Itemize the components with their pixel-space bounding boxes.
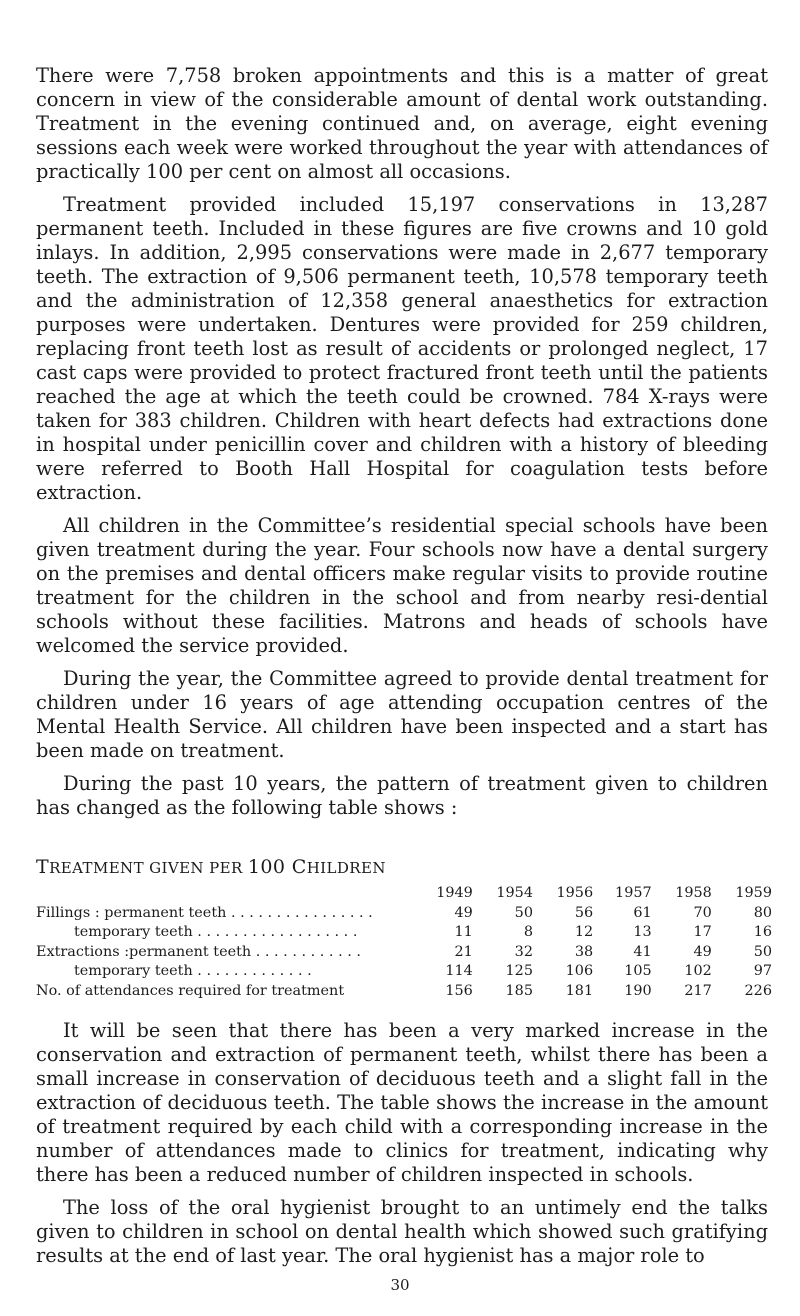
cell: 21 — [454, 943, 473, 960]
cell: 49 — [693, 943, 712, 960]
table-title-cap1: T — [36, 856, 50, 878]
table-header-blank — [36, 884, 436, 904]
row-label: Fillings : permanent teeth . . . . . . . . . . . . . . . . — [36, 904, 373, 921]
row-label: No. of attendances required for treatment — [36, 982, 345, 999]
paragraph-special-schools: All children in the Committee’s residential special schools have been given treatment during the year. Four schools now have a dental surgery on the premises and dental officers make regular visits to provide routine treatment for the children in the school and from nearby resi-dential schools without these facilities. Matrons and heads of schools have welcomed the service provided. — [36, 514, 768, 657]
year-1957: 1957 — [615, 885, 652, 901]
document-page — [36, 64, 772, 1277]
table-row — [36, 982, 772, 1002]
table-row — [36, 962, 772, 982]
cell: 114 — [445, 963, 473, 979]
page-number: 30 — [390, 1276, 410, 1294]
row-label: Extractions :permanent teeth . . . . . . . . . . . . — [36, 943, 361, 960]
cell: 50 — [753, 943, 772, 960]
table-title-part1: REATMENT GIVEN PER — [49, 859, 248, 877]
cell: 11 — [454, 924, 473, 940]
table-title — [36, 856, 768, 878]
treatment-table — [36, 884, 772, 1001]
cell: 106 — [565, 963, 594, 979]
paragraph-treatment-provided: Treatment provided included 15,197 conservations in 13,287 permanent teeth. Included in these figures are five crowns and 10 gold inlays. In addition, 2,995 conservations were made in 2,677 temporary teeth. The extraction of 9,506 permanent teeth, 10,578 temporary teeth and the administration of 12,358 general anaesthetics for extraction purposes were undertaken. Dentures were provided for 259 children, replacing front teeth lost as result of accidents or prolonged neglect, 17 cast caps were provided to protect fractured front teeth until the patients reached the age at which the teeth could be crowned. 784 X-rays were taken for 383 children. Children with heart defects had extractions done in hospital under penicillin cover and children with a history of bleeding were referred to Booth Hall Hospital for coagulation tests before extraction. — [36, 193, 768, 504]
cell: 70 — [693, 904, 712, 921]
table-title-number: 100 — [247, 856, 286, 878]
table-title-part2: HILDREN — [306, 859, 386, 877]
year-1954: 1954 — [496, 885, 533, 901]
year-1956: 1956 — [556, 885, 594, 901]
cell: 16 — [753, 924, 772, 940]
cell: 41 — [633, 943, 652, 960]
row-label: temporary teeth . . . . . . . . . . . . . — [74, 963, 312, 979]
table-title-cap2: C — [285, 856, 307, 878]
table-row — [36, 943, 772, 963]
paragraph-table-analysis: It will be seen that there has been a very marked increase in the conservation and extraction of permanent teeth, whilst there has been a small increase in conservation of deciduous teeth and a slight fall in the extraction of deciduous teeth. The table shows the increase in the amount of treatment required by each child with a corresponding increase in the number of attendances made to clinics for treatment, indicating why there has been a reduced number of children inspected in schools. — [36, 1019, 768, 1186]
year-1958: 1958 — [675, 885, 712, 901]
cell: 8 — [523, 924, 533, 940]
row-label: temporary teeth . . . . . . . . . . . . . . . . . . — [74, 924, 358, 940]
table-row — [36, 904, 772, 924]
paragraph-occupation-centres: During the year, the Committee agreed to provide dental treatment for children under 16 years of age attending occupation centres of the Mental Health Service. All children have been inspected and a start has been made on treatment. — [36, 667, 768, 762]
cell: 105 — [624, 963, 652, 979]
cell: 17 — [693, 924, 712, 940]
cell: 181 — [565, 982, 594, 999]
cell: 12 — [574, 924, 594, 940]
cell: 50 — [514, 904, 533, 921]
cell: 13 — [633, 924, 652, 940]
cell: 226 — [744, 982, 772, 999]
cell: 217 — [684, 982, 712, 999]
cell: 125 — [505, 963, 533, 979]
table-header-row — [36, 884, 772, 904]
cell: 97 — [753, 963, 772, 979]
cell: 190 — [624, 982, 652, 999]
cell: 156 — [445, 982, 473, 999]
paragraph-table-intro: During the past 10 years, the pattern of treatment given to children has changed as the following table shows : — [36, 772, 768, 819]
year-1959: 1959 — [735, 885, 772, 901]
year-1949: 1949 — [436, 885, 473, 901]
cell: 80 — [753, 904, 772, 921]
cell: 185 — [505, 982, 533, 999]
cell: 61 — [633, 904, 652, 921]
cell: 32 — [514, 943, 533, 960]
paragraph-oral-hygienist: The loss of the oral hygienist brought to an untimely end the talks given to children in school on dental health which showed such gratifying results at the end of last year. The oral hygienist has a major role to — [36, 1196, 768, 1267]
cell: 38 — [574, 943, 594, 960]
cell: 102 — [684, 963, 712, 979]
cell: 49 — [454, 904, 473, 921]
table-row — [36, 923, 772, 943]
cell: 56 — [574, 904, 594, 921]
paragraph-broken-appointments: There were 7,758 broken appointments and this is a matter of great concern in view of the considerable amount of dental work outstanding. Treatment in the evening continued and, on average, eight evening sessions each week were worked throughout the year with attendances of practically 100 per cent on almost all occasions. — [36, 64, 768, 183]
